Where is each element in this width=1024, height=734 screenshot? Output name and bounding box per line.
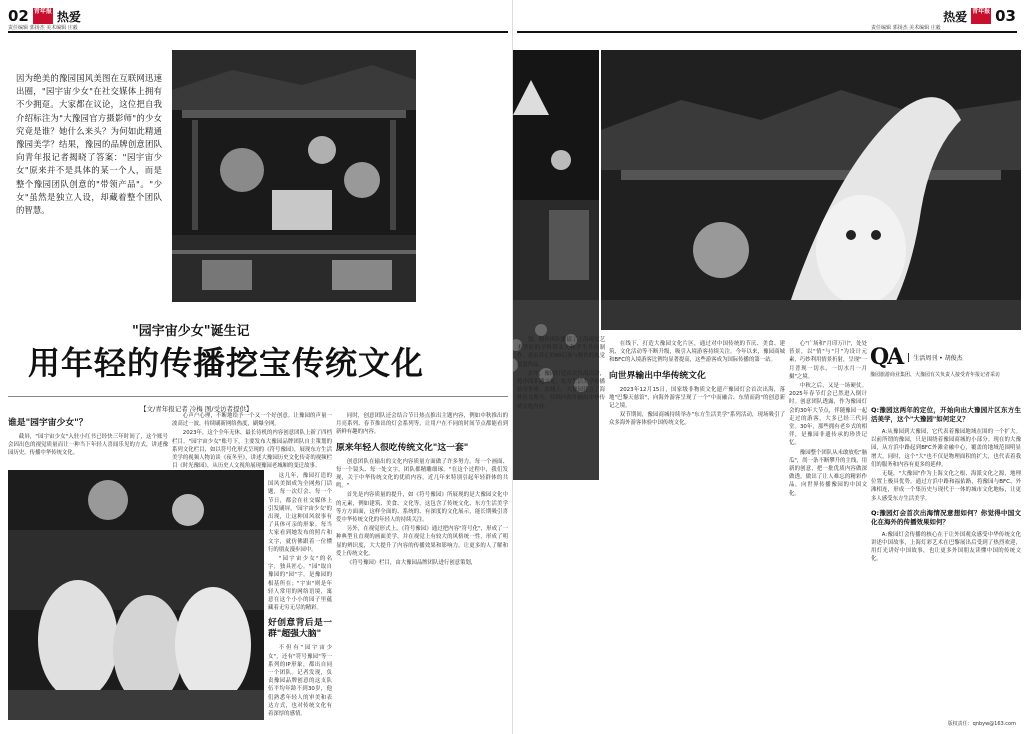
paragraph: 不但有"园宇宙少女"，还有"符号豫园"等一系列的IP形象，都出自同一个团队。记者发现，负责豫园品牌创意的这支队伍平均年龄不到30岁，他们熟悉年轻人的审美和表达方式，也对传统文化有着深厚的感情。 — [268, 645, 332, 718]
paragraph: 中秋之后，又是一场硬仗。2025年春节灯会已然进入倒计时。创意团队透露，作为豫园灯会的30年大节点，伴随豫园一起走过的游客，大多已经三代同堂。30年，那些拥有老乡式的相伴，是豫园非遗传承的珍贵记忆。 — [789, 383, 867, 447]
question-2: Q:豫园灯会首次出海情况意想如何？你觉得中国文化在海外的传播效果如何？ — [871, 508, 1021, 526]
answer-1b: 无疑，"大豫园"作为上海文化之根、海派文化之源，地理位置上极具优势。通过方浜中路和福佑路，将豫园与BFC、外滩相连，形成一个集历史与现代于一体的城市文化地标，让更多人感受东方生活美学。 — [871, 471, 1021, 502]
paragraph: 另外，在视觉形式上，《符号豫园》通过把内容"符号化"，形成了一种典型且直观的画面美学，并在视觉上有较大的风格统一性，形成了明显的辨识度，大大提升了内容的传播效果和影响力，让更多的人了解和爱上传统文化。 — [336, 526, 508, 557]
answer-2: A:豫园灯会传播的核心在于让外国观众感受中华传统文化讲述中国故事，上海灯彩艺术在巴黎展出后受到了热烈欢迎，用灯光讲好中国故事，也让更多外国朋友读懂中国的传统文化。 — [871, 531, 1021, 563]
paragraph: 豫园整个团队从未敢放松"脑瓜"，尚一条不断攀升的主线，用新的创意，把一批优质内容做深做透，做出了让人难忘的精彩作品，向世界传播豫园的中国文化。 — [789, 449, 867, 497]
question-1: Q:豫园这两年的定位，开始向出大豫园片区东方生活美学，这个"大豫园"如何定义？ — [871, 406, 1021, 423]
column-4 — [517, 336, 605, 720]
paragraph: 双节期间，豫园商城持续举办"东方生活美学"系列活动，现场吸引了众多海外游客体验中国传统文化。 — [609, 412, 785, 427]
paragraph: 创意团队在输出的文化内容质量方面做了许多努力。每一个画面、每一个镜头、每一处文字，团队都精雕细琢。"在这个过程中，我们发现，关于中华传统文化的优质内容，近几年来特别引起年轻群体的共鸣。" — [336, 458, 508, 490]
paragraph: 心"广场和"月印万川"，处处皆景，以"情"与"月"为设计元素，巧妙利用情景折射，呈现"一月普现一切水，一切水月一月摄"之境。 — [789, 341, 867, 380]
paragraph: 《符号豫园》栏目，由大豫园品牌团队进行创意策划， — [346, 560, 477, 567]
intro-text: 因为绝美的豫园国风美图在互联网迅速出圈，"园宇宙少女"在社交媒体上拥有不少拥趸。大家都在议论，这位把自我介绍标注为"大豫园官方摄影师"的少女究竟是谁？她什么来头？为何如此精通豫园美学？结果，豫园的品牌创意团队向青年报记者揭晓了答案："园宇宙少女"原来并不是具体的某一个人，而是整个豫园团队创意的"带领产品"。"少女"虽然是独立人设，却藏着整个团队的智慧。 — [16, 73, 162, 216]
column-6 — [789, 340, 867, 720]
qa-intro: 豫园旅游商业集团、大豫园有关负责人接受青年报记者采访 — [870, 372, 1001, 378]
photo-dancers — [8, 470, 264, 720]
column-2-top — [172, 412, 332, 472]
section-title: 热爱 — [943, 9, 968, 24]
paragraph: 在线下，打造大豫园文化片区，通过对中国传统的节庆、美食、建筑、文化活动等不断升级，吸引入境游客持续关注。今年以来，豫园商城和BFC的入境游客比例均显著提高，这些游客成为国际传播的第一站。 — [609, 341, 785, 364]
column-1-top — [8, 412, 168, 472]
paragraph: 同时，创意团队还会结合节日热点推出主题内容，例如中秋推出的月亮系列、春节推出的灯会系列等，让用户在不同的时间节点都能看到新鲜有趣的内容。 — [336, 413, 508, 436]
subhead: 好创意背后是一群"超强大脑" — [268, 618, 332, 640]
header-rule — [517, 31, 1017, 33]
paragraph: 心声户心理，不断地给予一个又一个好创意。让豫园的声量一波高过一波，持续刷新网络热度，刷爆全网。 — [172, 413, 332, 428]
newspaper-logo: 青年报 — [33, 8, 53, 24]
page-number: 02 — [8, 7, 29, 25]
divider — [8, 396, 508, 397]
section-title: 热爱 — [56, 9, 81, 24]
page-number: 03 — [995, 7, 1016, 25]
qa-answers — [871, 400, 1021, 720]
subhead: 向世界输出中华传统文化 — [609, 370, 706, 381]
photo-dragon-lantern — [601, 50, 1021, 330]
subhead: 原来年轻人很吃传统文化"这一套" — [336, 442, 469, 453]
paragraph: 2023年，这个全年无休、最长待机的内容创意团队上新了四档栏目，"园宇宙少女"账号下，主要发布大豫园品牌团队自主策划的系列文化栏目，如以符号化形式呈现的《符号豫园》，展现东方生活美学的视频人物访谈《夜冬至》，讲述大豫园历史文化传奇的视频栏目《时光豫园》，从历史人文视角展现豫园老城厢的变迁故事。 — [172, 430, 332, 470]
byline: 【文/青年报记者 冷梅 图/受访者提供】 — [140, 405, 253, 413]
column-3 — [336, 412, 508, 720]
footer-contact: 版权责任：qnbyw@163.com — [947, 721, 1016, 727]
kicker-title: "园宇宙少女"诞生记 — [132, 324, 250, 339]
paragraph: 首先是内容质量的提升，如《符号豫园》所展现的是大豫园文化中的元素，例如建筑、美食、文化等，这包含了传统文化、东方生活美学等方方面面，这样全面的、系统的、有深度的文化展示，能长期吸引喜爱中华传统文化的年轻人的持续关注。 — [336, 492, 508, 524]
editors-line: 责任编辑 郭扬杰 美术编辑 庄毅 — [8, 25, 78, 31]
paragraph: "园宇宙少女"的名字，独具匠心。"园"取自豫园的"园"字，是豫园的根基所在；"宇宙"则是年轻人常用的网络语境，寓意在这个小小的园子里蕴藏着无穷无尽的精彩。 — [268, 556, 332, 612]
subhead: 谁是"园宇宙少女"？ — [8, 418, 88, 428]
paragraph: 2023年12月15日，国家级非物质文化遗产豫园灯会首次出海，落地"巴黎天慈馆"，向海外游客呈现了一个"中而融合、东情而韵"的创意新记之境。 — [609, 386, 785, 410]
paragraph: 截屏，"园宇宙少女"入驻小红书已经快三年时间了，这个账号会因出色的视觉质量而让一种当下年轻人喜闻乐见的方式，讲述豫园历史，传播中华传统文化。 — [8, 434, 168, 457]
right-page-header — [943, 4, 1016, 28]
answer-1: A:从豫园到大豫园，它代表着豫园地域在围的一个扩大。以前所谓的豫园，只是围绕着豫园商城的小部分。现在的大豫园，从方浜中路起到BFC外滩金融中心，覆盖的地域范围明显增大。同时，这个"大"也不仅是物理面积的扩大，也代表着我们的服务和内容有更多的延伸。 — [871, 429, 1021, 468]
photo-lantern-pavilion — [172, 50, 416, 302]
qa-column-title: 生活周刊 • 胡俊杰 — [908, 353, 962, 362]
paragraph: 去年，豫园打造首次出海活动，将中国非遗文化、东方生活美学传播给全世界。在线上，大豫园建立了海外社交账号，持续向海外输出中华传统文化内容。 — [517, 370, 605, 410]
column-5 — [609, 340, 785, 720]
newspaper-logo: 青年报 — [971, 8, 991, 24]
editors-line: 责任编辑 郭扬杰 美术编辑 庄毅 — [871, 25, 941, 31]
qa-header — [870, 344, 963, 370]
column-1-bottom — [268, 472, 332, 720]
header-rule — [8, 31, 508, 33]
paragraph: 这几年，豫园打造的国风美图成为全网热门话题，每一次灯会、每一个节日，都会在社交媒体上引发刷屏。'园宇宙少女'的出现，让这种国风叙事有了具体可亲的形象。每当大家看到她发布的照片和文字，就仿佛跟着一位懂行的朋友漫步园中。 — [268, 473, 332, 553]
headline: 用年轻的传播挖宝传统文化 — [28, 344, 425, 382]
qa-logo: QA — [870, 344, 903, 370]
paragraph: 划，制作团队邀请了上海视觉艺术学院的学科带头人和学生共同制作，是由真正的00后参与制作的视觉创意作品。 — [517, 337, 605, 368]
